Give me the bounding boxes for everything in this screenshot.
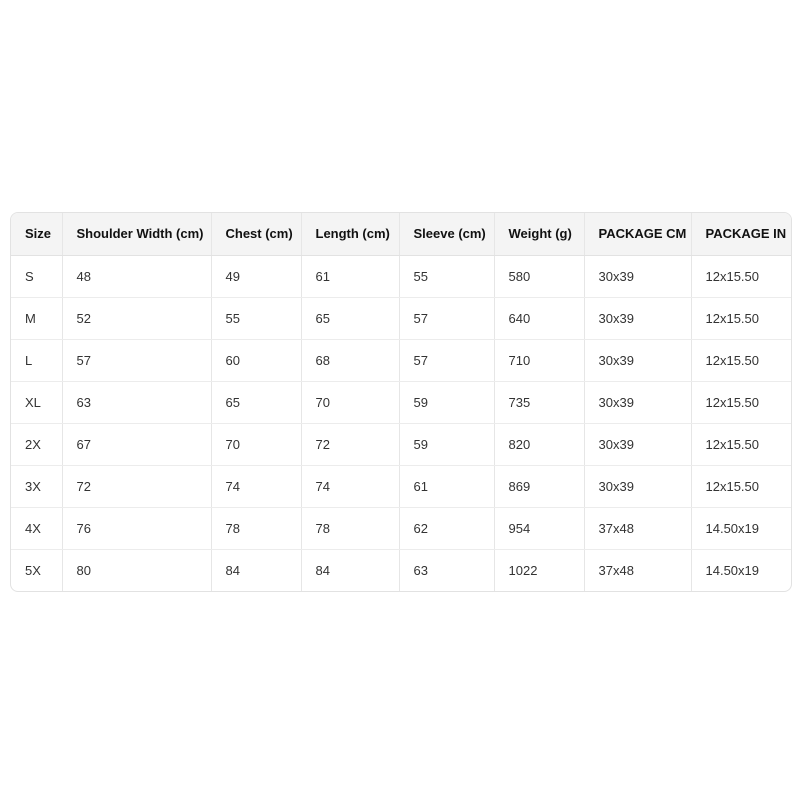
cell-size: 3X <box>11 465 62 507</box>
cell-length: 78 <box>301 507 399 549</box>
size-chart-table <box>11 213 791 591</box>
cell-weight: 954 <box>494 507 584 549</box>
header-size: Size <box>11 213 62 255</box>
cell-package-in: 14.50x19 <box>691 507 791 549</box>
cell-size: XL <box>11 381 62 423</box>
cell-package-cm: 37x48 <box>584 507 691 549</box>
cell-package-cm: 30x39 <box>584 423 691 465</box>
cell-length: 65 <box>301 297 399 339</box>
table-row <box>11 255 791 297</box>
cell-weight: 869 <box>494 465 584 507</box>
cell-sleeve: 59 <box>399 381 494 423</box>
cell-package-in: 12x15.50 <box>691 465 791 507</box>
cell-length: 84 <box>301 549 399 591</box>
cell-size: S <box>11 255 62 297</box>
size-chart-table-container <box>10 212 792 592</box>
cell-chest: 60 <box>211 339 301 381</box>
cell-package-cm: 37x48 <box>584 549 691 591</box>
cell-shoulder-width: 80 <box>62 549 211 591</box>
table-row <box>11 339 791 381</box>
cell-package-cm: 30x39 <box>584 339 691 381</box>
header-chest: Chest (cm) <box>211 213 301 255</box>
cell-size: L <box>11 339 62 381</box>
cell-shoulder-width: 63 <box>62 381 211 423</box>
cell-package-in: 12x15.50 <box>691 423 791 465</box>
cell-weight: 820 <box>494 423 584 465</box>
table-body <box>11 255 791 591</box>
header-length: Length (cm) <box>301 213 399 255</box>
cell-sleeve: 57 <box>399 339 494 381</box>
table-row <box>11 465 791 507</box>
cell-package-cm: 30x39 <box>584 255 691 297</box>
table-row <box>11 423 791 465</box>
cell-size: 4X <box>11 507 62 549</box>
cell-shoulder-width: 57 <box>62 339 211 381</box>
cell-weight: 580 <box>494 255 584 297</box>
cell-length: 68 <box>301 339 399 381</box>
cell-package-cm: 30x39 <box>584 297 691 339</box>
cell-shoulder-width: 72 <box>62 465 211 507</box>
cell-size: 2X <box>11 423 62 465</box>
header-row <box>11 213 791 255</box>
cell-chest: 49 <box>211 255 301 297</box>
cell-package-in: 12x15.50 <box>691 339 791 381</box>
table-row <box>11 549 791 591</box>
cell-chest: 84 <box>211 549 301 591</box>
cell-package-in: 14.50x19 <box>705 562 759 578</box>
cell-chest: 65 <box>211 381 301 423</box>
cell-sleeve: 59 <box>399 423 494 465</box>
cell-package-in: 12x15.50 <box>691 381 791 423</box>
cell-sleeve: 62 <box>399 507 494 549</box>
cell-sleeve: 57 <box>399 297 494 339</box>
header-package-cm: PACKAGE CM <box>584 213 691 255</box>
header-package-in: PACKAGE IN <box>691 213 791 255</box>
cell-chest: 74 <box>211 465 301 507</box>
header-sleeve: Sleeve (cm) <box>399 213 494 255</box>
table-row <box>11 507 791 549</box>
cell-weight: 1022 <box>494 549 584 591</box>
cell-chest: 55 <box>211 297 301 339</box>
cell-length: 74 <box>301 465 399 507</box>
header-weight: Weight (g) <box>494 213 584 255</box>
cell-size: M <box>11 297 62 339</box>
cell-sleeve: 61 <box>399 465 494 507</box>
cell-package-cm: 30x39 <box>584 465 691 507</box>
cell-shoulder-width: 48 <box>62 255 211 297</box>
cell-weight: 710 <box>494 339 584 381</box>
cell-package-in: 12x15.50 <box>691 255 791 297</box>
cell-shoulder-width: 67 <box>62 423 211 465</box>
cell-chest: 78 <box>211 507 301 549</box>
cell-sleeve: 55 <box>399 255 494 297</box>
cell-length: 61 <box>301 255 399 297</box>
cell-chest: 70 <box>211 423 301 465</box>
table-row <box>11 381 791 423</box>
cell-length: 72 <box>301 423 399 465</box>
cell-package-cm: 30x39 <box>584 381 691 423</box>
cell-shoulder-width: 76 <box>62 507 211 549</box>
cell-package-in: 12x15.50 <box>691 297 791 339</box>
header-shoulder-width: Shoulder Width (cm) <box>62 213 211 255</box>
cell-shoulder-width: 52 <box>62 297 211 339</box>
cell-weight: 640 <box>494 297 584 339</box>
table-row <box>11 297 791 339</box>
cell-sleeve: 63 <box>399 549 494 591</box>
table-header <box>11 213 791 255</box>
cell-size: 5X <box>11 549 62 591</box>
cell-length: 70 <box>301 381 399 423</box>
cell-weight: 735 <box>494 381 584 423</box>
